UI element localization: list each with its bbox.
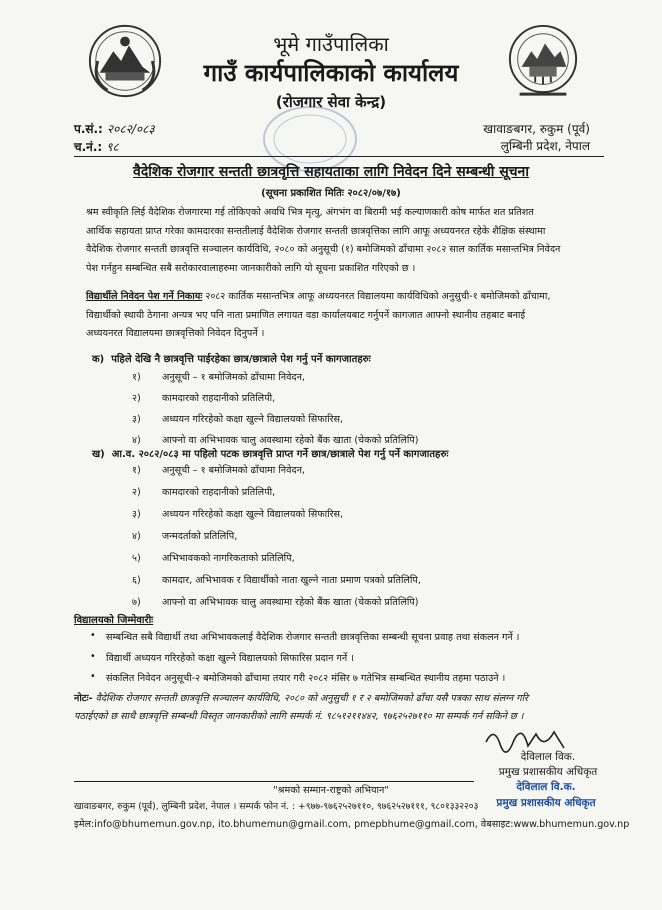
intro-paragraph: श्रम स्वीकृति लिई वैदेशिक रोजगारमा गई तोकिएको अवधि भित्र मृत्यु, अंगभंग वा बिरामी भई कल्याणकारी कोष मार्फत शत प्रतिशत आर्थिक सहायता प्राप्त गरेका कामदारका सन्ततीलाई वैदेशिक रोजगार सन्तती छात्रवृत्तिका लागि आफू अध्ययनरत रहेके शैक्षिक संस्थामा वैदेशिक रोजगार सन्तती छात्रवृत्ति सञ्चालन कार्यविधि, २०८० को अनुसूची (१) बमोजिमको ढाँचामा २०८२ साल कार्तिक मसान्तभित्र निवेदन पेश गर्नहुन सम्बन्धित सबै सरोकारवालाहरुमा जानकारीको लागि यो सूचना प्रकाशित गरिएको छ । (86, 207, 561, 274)
office-name: गाउँ कार्यपालिकाको कार्यालय (203, 59, 459, 87)
publication-date: (सूचना प्रकाशित मितिः २०८२/०७/१७) (261, 188, 401, 199)
footer-divider (74, 781, 474, 782)
stamp-title: प्रमुख प्रशासकीय अधिकृत (496, 797, 596, 809)
office-subtitle: (रोजगार सेवा केन्द्र) (275, 93, 387, 111)
note-paragraph: नोटः- वैदेशिक रोजगार सन्तती छात्रवृत्ति सञ्चालन कार्यविधि, २०८० को अनुसुची १ र २ बमोजिमको ढाँचा यसै पत्रका साथ संलग्न गरि पठाईएको छ साथै छात्रवृत्ति सम्बन्धी विस्तृत जानकारीको लागि सम्पर्क नं. ९८५१२११४४२, ९७६२५२७११० मा सम्पर्क गर्न सकिने छ । (74, 693, 529, 722)
student-submission-paragraph: विद्यार्थीले निवेदन पेश गर्ने निकायः २०८२ कार्तिक मसान्तभित्र आफू अध्ययनरत विद्यालयमा कार्यविधिको अनुसुची-१ बमोजिमको ढाँचामा, विद्यार्थीको स्थायी ठेगाना अन्यत्र भए पनि नाता प्रमाणित लगायत वडा कार्यालयबाट गर्नुपर्ने कागजात आफ्नो स्थानीय तहबाट बनाई अध्ययनरत विद्यालयमा छात्रवृत्तिको निवेदन दिनुपर्ने । (86, 291, 551, 339)
signatory-title: प्रमुख प्रशासकीय अधिकृत (498, 766, 598, 778)
header-divider (74, 156, 604, 157)
stamp-name: देविलाल वि.क. (516, 781, 576, 793)
footer-email-website: इमेल:info@bhumemun.gov.np, ito.bhumemun@gmail.com, pmepbhume@gmail.com, वेबसाइट:www.bhumemun.gov.np (74, 819, 630, 830)
section-b-heading: ख) आ.व. २०८२/०८३ मा पहिलो पटक छात्रवृत्ति प्राप्त गर्ने छात्र/छात्राले पेश गर्नु पर्ने कागजातहरुः (92, 449, 449, 460)
dispatch-number: च.नं.: ९८ (74, 140, 119, 154)
footer-slogan: "श्रमको सम्मान-राष्ट्रको अभियान" (273, 785, 389, 796)
student-heading: विद्यार्थीले निवेदन पेश गर्ने निकायः (86, 291, 203, 302)
section-a-heading: क) पहिले देखि नै छात्रवृत्ति पाईरहेका छात्र/छात्राले पेश गर्नु पर्ने कागजातहरुः (92, 354, 371, 365)
address-line-1: खावाङबगर, रुकुम (पूर्व) (483, 122, 590, 136)
notice-title: वैदेशिक रोजगार सन्तती छात्रवृत्ति सहायताका लागि निवेदन दिने सम्बन्धी सूचना (133, 164, 529, 180)
address-line-2: लुम्बिनी प्रदेश, नेपाल (500, 139, 590, 153)
footer-contact: खावाङबगर, रुकुम (पूर्व), लुम्बिनी प्रदेश, नेपाल । सम्पर्क फोन नं. : +९७७-९७६२५२७११०, ९७६२५२७१११, ९८०१३३२२०३ (74, 801, 479, 812)
signatory-name: देविलाल विक. (520, 751, 576, 763)
municipality-name: भूमे गाउँपालिका (273, 32, 389, 56)
school-responsibility-heading: विद्यालयको जिम्मेवारीः (74, 615, 154, 626)
reference-number: प.सं.: २०८२/०८३ (74, 122, 155, 136)
